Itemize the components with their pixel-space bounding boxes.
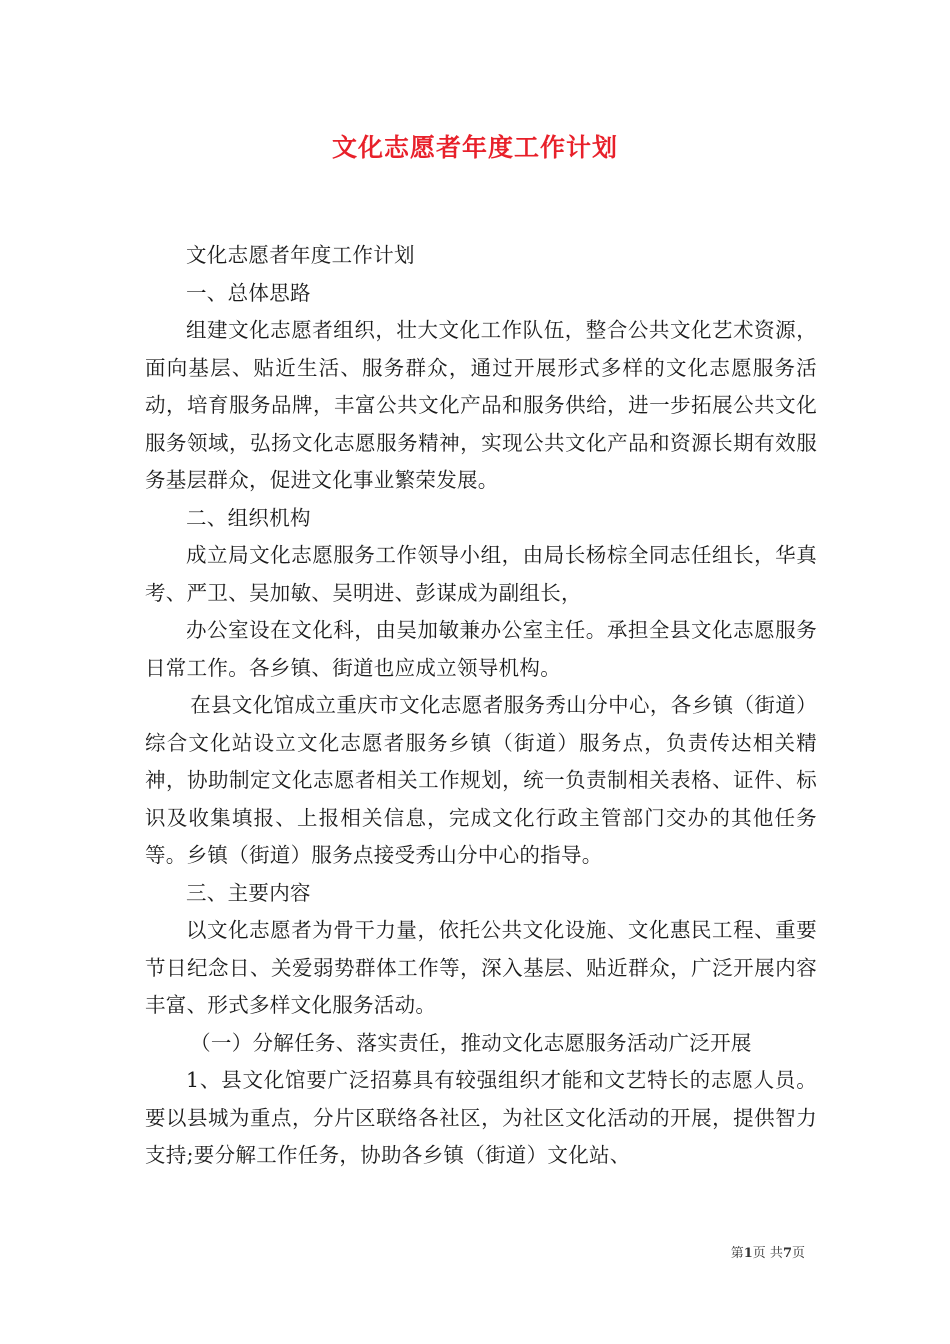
paragraph: 成立局文化志愿服务工作领导小组，由局长杨棕全同志任组长，华真考、严卫、吴加敏、吴明进、彭谋成为副组长， xyxy=(145,543,817,605)
paragraph: 1、县文化馆要广泛招募具有较强组织才能和文艺特长的志愿人员。要以县城为重点，分片区联络各社区，为社区文化活动的开展，提供智力支持;要分解工作任务，协助各乡镇（街道）文化站、 xyxy=(145,1068,817,1167)
section-heading-1: 一、总体思路 xyxy=(186,280,311,305)
footer-prefix: 第 xyxy=(730,1246,744,1261)
paragraph: 组建文化志愿者组织，壮大文化工作队伍，整合公共文化艺术资源，面向基层、贴近生活、服务群众，通过开展形式多样的文化志愿服务活动，培育服务品牌，丰富公共文化产品和服务供给，进一步拓展公共文化服务领域，弘扬文化志愿服务精神，实现公共文化产品和资源长期有效服务基层群众，促进文化事业繁荣发展。 xyxy=(145,318,817,492)
paragraph: 办公室设在文化科，由吴加敏兼办公室主任。承担全县文化志愿服务日常工作。各乡镇、街道也应成立领导机构。 xyxy=(145,618,817,680)
footer-suffix: 页 xyxy=(791,1246,805,1261)
section-heading-2: 二、组织机构 xyxy=(186,505,311,530)
page-footer xyxy=(731,1245,805,1263)
document-body xyxy=(145,237,817,1175)
footer-total-pages: 7 xyxy=(782,1246,792,1261)
document-title: 文化志愿者年度工作计划 xyxy=(331,133,618,162)
section-heading-3: 三、主要内容 xyxy=(186,880,311,905)
paragraph: 在县文化馆成立重庆市文化志愿者服务秀山分中心，各乡镇（街道）综合文化站设立文化志愿者服务乡镇（街道）服务点，负责传达相关精神，协助制定文化志愿者相关工作规划，统一负责制相关表格、证件、标识及收集填报、上报相关信息，完成文化行政主管部门交办的其他任务等。乡镇（街道）服务点接受秀山分中心的指导。 xyxy=(145,693,817,867)
subsection-heading: （一）分解任务、落实责任，推动文化志愿服务活动广泛开展 xyxy=(190,1030,752,1055)
footer-page-number: 1 xyxy=(743,1246,753,1261)
paragraph: 以文化志愿者为骨干力量，依托公共文化设施、文化惠民工程、重要节日纪念日、关爱弱势群体工作等，深入基层、贴近群众，广泛开展内容丰富、形式多样文化服务活动。 xyxy=(145,918,817,1017)
paragraph-heading: 文化志愿者年度工作计划 xyxy=(186,243,415,267)
footer-middle: 页 共 xyxy=(752,1246,783,1261)
